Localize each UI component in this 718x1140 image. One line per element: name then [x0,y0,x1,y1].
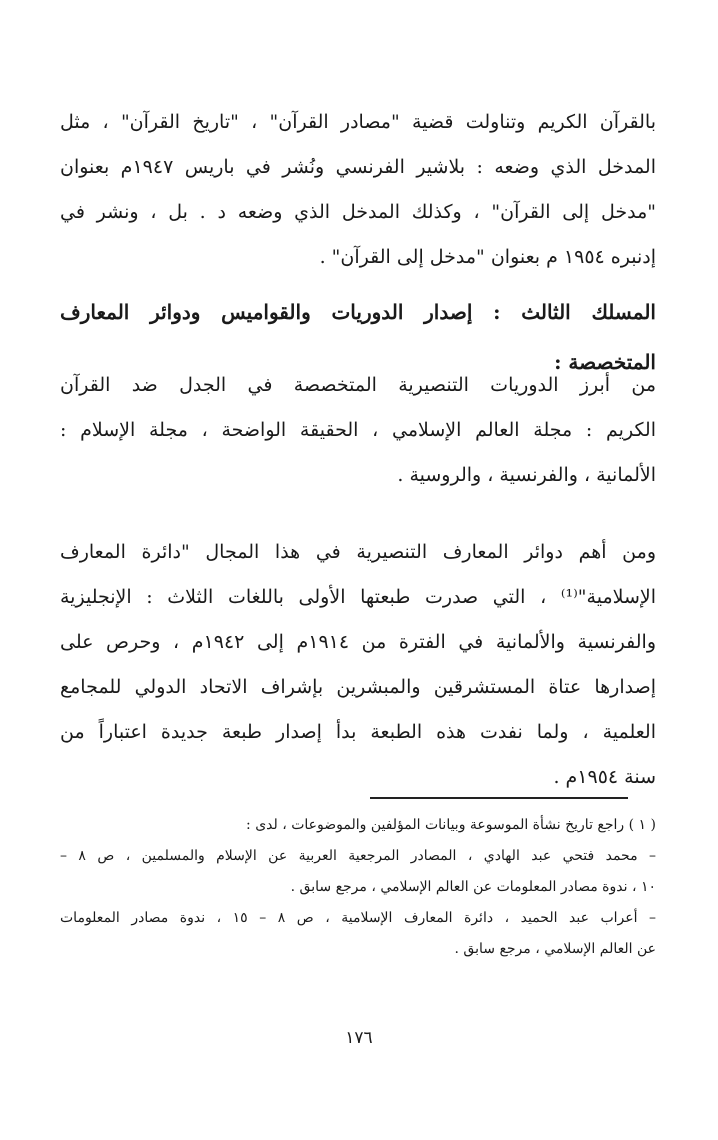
text-line: العلمية ، ولما نفدت هذه الطبعة بدأ إصدار طبعة جديدة اعتباراً من [60,721,656,743]
paragraph-2 [60,363,656,498]
footnote-line: – محمد فتحي عبد الهادي ، المصادر المرجعية العربية عن الإسلام والمسلمين ، ص ٨ – [60,848,656,864]
footnote [60,810,656,965]
heading-line: المسلك الثالث : إصدار الدوريات والقواميس ودوائر المعارف [60,300,656,324]
text-line: ومن أهم دوائر المعارف التنصيرية في هذا المجال "دائرة المعارف [60,541,656,563]
footnote-line: – أعراب عبد الحميد ، دائرة المعارف الإسلامية ، ص ٨ – ١٥ ، ندوة مصادر المعلومات [60,910,656,926]
text-line: "مدخل إلى القرآن" ، وكذلك المدخل الذي وضعه د . بل ، ونشر في [60,201,656,223]
text-line: الألمانية ، والفرنسية ، والروسية . [397,464,656,486]
text-line: والفرنسية والألمانية في الفترة من ١٩١٤م إلى ١٩٤٢م ، وحرص على [60,631,656,653]
footnote-divider [370,797,628,799]
text-line: المدخل الذي وضعه : بلاشير الفرنسي ونُشر في باريس ١٩٤٧م بعنوان [60,156,656,178]
footnote-line: عن العالم الإسلامي ، مرجع سابق . [454,941,656,957]
text-line: إدنبره ١٩٥٤ م بعنوان "مدخل إلى القرآن" . [319,246,656,268]
paragraph-3 [60,530,656,800]
footnote-line: ( ١ ) راجع تاريخ نشأة الموسوعة وبيانات المؤلفين والموضوعات ، لدى : [246,817,656,833]
text-line: بالقرآن الكريم وتناولت قضية "مصادر القرآن" ، "تاريخ القرآن" ، مثل [60,111,656,133]
text-line: الكريم : مجلة العالم الإسلامي ، الحقيقة الواضحة ، مجلة الإسلام : [60,419,656,441]
text-line: الإسلامية"⁽¹⁾ ، التي صدرت طبعتها الأولى باللغات الثلاث : الإنجليزية [60,586,656,608]
text-line: من أبرز الدوريات التنصيرية المتخصصة في الجدل ضد القرآن [60,374,656,396]
heading-line: المتخصصة : [554,350,656,374]
text-line: إصدارها عتاة المستشرقين والمبشرين بإشراف الاتحاد الدولي للمجامع [60,676,656,698]
text-line: سنة ١٩٥٤م . [553,766,656,788]
page-number: ١٧٦ [345,1028,373,1048]
footnote-line: ١٠ ، ندوة مصادر المعلومات عن العالم الإسلامي ، مرجع سابق . [290,879,656,895]
paragraph-1 [60,100,656,280]
